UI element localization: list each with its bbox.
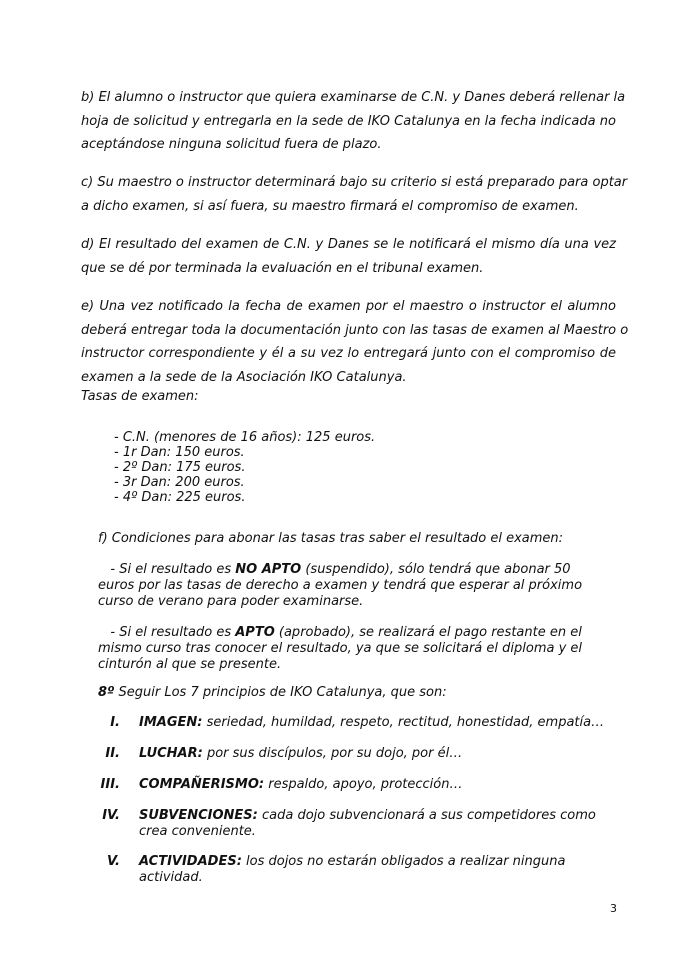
condition-prefix: - Si el resultado es — [110, 562, 236, 577]
principle-line: actividad. — [139, 870, 203, 885]
principle-line — [139, 715, 604, 731]
condition-line: curso de verano para poder examinarse. — [98, 594, 364, 609]
paragraph-line: a dicho examen, si así fuera, su maestro firmará el compromiso de examen. — [81, 198, 579, 214]
paragraph-b — [81, 86, 626, 157]
principles-intro-text: Seguir Los 7 principios de IKO Catalunya, que son: — [114, 685, 447, 700]
paragraph-line: c) Su maestro o instructor determinará bajo su criterio si está preparado para optar — [81, 175, 628, 190]
principle-item — [139, 715, 604, 731]
fee-item: - 4º Dan: 225 euros. — [114, 490, 246, 505]
principle-numeral: III. — [100, 777, 120, 792]
fee-item: - C.N. (menores de 16 años): 125 euros. — [114, 430, 376, 445]
condition-text: (aprobado), se realizará el pago restante en el — [274, 625, 582, 640]
condition-line: cinturón al que se presente. — [98, 657, 282, 672]
principle-numeral: I. — [110, 715, 120, 730]
condition-text: (suspendido), sólo tendrá que abonar 50 — [301, 562, 571, 577]
principle-item — [139, 777, 462, 793]
principle-title: COMPAÑERISMO: — [139, 777, 265, 792]
principle-title: LUCHAR: — [139, 746, 203, 761]
principle-line — [139, 808, 596, 824]
principle-text: seriedad, humildad, respeto, rectitud, honestidad, empatía… — [202, 715, 605, 730]
condition-line — [98, 625, 582, 641]
condition-line: mismo curso tras conocer el resultado, ya que se solicitará el diploma y el — [98, 641, 583, 656]
condition-prefix: - Si el resultado es — [110, 625, 236, 640]
conditions-title: f) Condiciones para abonar las tasas tras saber el resultado el examen: — [98, 531, 564, 546]
principle-text: por sus discípulos, por su dojo, por él… — [202, 746, 463, 761]
principle-item — [139, 746, 462, 762]
paragraph-line: b) El alumno o instructor que quiera examinarse de C.N. y Danes deberá rellenar la — [81, 90, 626, 105]
condition-keyword: APTO — [235, 625, 275, 640]
condition-keyword: NO APTO — [235, 562, 302, 577]
fee-item: - 1r Dan: 150 euros. — [114, 445, 245, 460]
principle-numeral: II. — [105, 746, 120, 761]
principle-numeral: V. — [107, 854, 120, 869]
principle-item — [139, 808, 596, 840]
paragraph-line: que se dé por terminada la evaluación en el tribunal examen. — [81, 260, 484, 276]
principle-title: SUBVENCIONES: — [139, 808, 258, 823]
principle-text: respaldo, apoyo, protección… — [264, 777, 463, 792]
principle-line: crea conveniente. — [139, 824, 256, 839]
page-number: 3 — [610, 902, 617, 915]
paragraph-line: instructor correspondiente y él a su vez lo entregará junto con el compromiso de — [81, 346, 616, 361]
condition-apto — [98, 625, 582, 673]
principle-line — [139, 854, 565, 870]
paragraph-line: d) El resultado del examen de C.N. y Danes se le notificará el mismo día una vez — [81, 237, 616, 252]
paragraph-line: deberá entregar toda la documentación junto con las tasas de examen al Maestro o — [81, 322, 629, 338]
paragraph-line: aceptándose ninguna solicitud fuera de plazo. — [81, 137, 382, 152]
principle-line — [139, 777, 462, 793]
fees-title: Tasas de examen: — [81, 389, 199, 404]
condition-no-apto — [98, 562, 582, 610]
condition-line: euros por las tasas de derecho a examen y tendrá que esperar al próximo — [98, 578, 583, 593]
paragraph-c — [81, 171, 628, 218]
principles-intro — [98, 685, 447, 700]
principle-item — [139, 854, 565, 886]
paragraph-line: e) Una vez notificado la fecha de examen por el maestro o instructor el alumno — [81, 299, 616, 314]
paragraph-line: examen a la sede de la Asociación IKO Catalunya. — [81, 369, 407, 385]
principle-title: ACTIVIDADES: — [139, 854, 242, 869]
principle-line — [139, 746, 462, 762]
paragraph-line: hoja de solicitud y entregarla en la sede de IKO Catalunya en la fecha indicada no — [81, 113, 616, 129]
principle-text: los dojos no estarán obligados a realizar ninguna — [241, 854, 566, 869]
principles-intro-number: 8º — [98, 685, 115, 700]
principle-text: cada dojo subvencionará a sus competidores como — [257, 808, 596, 823]
condition-line — [98, 562, 582, 578]
paragraph-d — [81, 233, 616, 280]
principle-numeral: IV. — [102, 808, 120, 823]
principle-title: IMAGEN: — [139, 715, 203, 730]
fee-item: - 2º Dan: 175 euros. — [114, 460, 246, 475]
paragraph-e — [81, 295, 629, 389]
fee-item: - 3r Dan: 200 euros. — [114, 475, 245, 490]
